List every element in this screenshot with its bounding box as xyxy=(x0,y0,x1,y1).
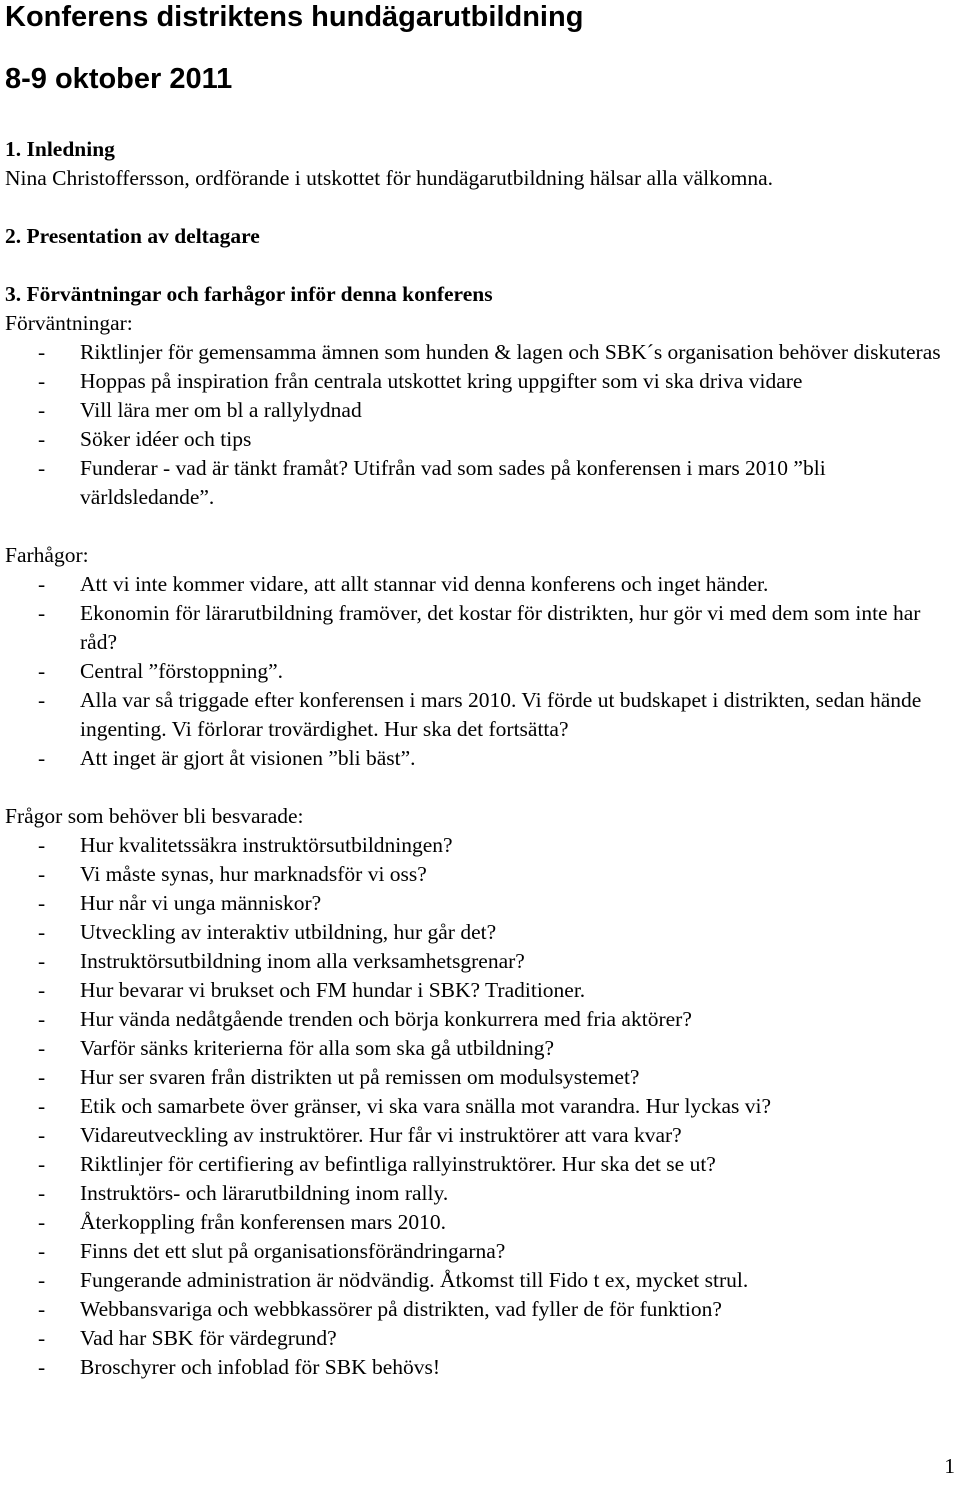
list-item: - Vill lära mer om bl a rallylydnad xyxy=(5,396,955,425)
list-item: - Ekonomin för lärarutbildning framöver, det kostar för distrikten, hur gör vi med dem som inte har råd? xyxy=(5,599,955,657)
list-item: - Vidareutveckling av instruktörer. Hur får vi instruktörer att vara kvar? xyxy=(5,1121,955,1150)
document-date: 8-9 oktober 2011 xyxy=(5,63,233,95)
list-item: - Hur kvalitetssäkra instruktörsutbildningen? xyxy=(5,831,955,860)
page-number: 1 xyxy=(944,1454,955,1478)
list-item: - Hur ser svaren från distrikten ut på remissen om modulsystemet? xyxy=(5,1063,955,1092)
list-item: - Alla var så triggade efter konferensen i mars 2010. Vi förde ut budskapet i distrikten, sedan hände ingenting. Vi förlorar trovärdighet. Hur ska det fortsätta? xyxy=(5,686,955,744)
list-item: - Riktlinjer för gemensamma ämnen som hunden & lagen och SBK´s organisation behöver diskuteras xyxy=(5,338,955,367)
document-body xyxy=(5,135,955,1382)
list-item: - Att inget är gjort åt visionen ”bli bäst”. xyxy=(5,744,955,773)
questions-label: Frågor som behöver bli besvarade: xyxy=(5,804,304,828)
expectations-label: Förväntningar: xyxy=(5,311,133,335)
document-title: Konferens distriktens hundägarutbildning xyxy=(5,1,584,33)
section-3-heading: 3. Förväntningar och farhågor inför denna konferens xyxy=(5,282,493,306)
list-item: - Riktlinjer för certifiering av befintliga rallyinstruktörer. Hur ska det se ut? xyxy=(5,1150,955,1179)
list-item: - Funderar - vad är tänkt framåt? Utifrån vad som sades på konferensen i mars 2010 ”bli världsledande”. xyxy=(5,454,955,512)
expectations-list xyxy=(5,338,955,512)
list-item: - Söker idéer och tips xyxy=(5,425,955,454)
questions-list xyxy=(5,831,955,1382)
list-item: - Utveckling av interaktiv utbildning, hur går det? xyxy=(5,918,955,947)
list-item: - Hur bevarar vi brukset och FM hundar i SBK? Traditioner. xyxy=(5,976,955,1005)
list-item: - Vi måste synas, hur marknadsför vi oss? xyxy=(5,860,955,889)
list-item: - Etik och samarbete över gränser, vi ska vara snälla mot varandra. Hur lyckas vi? xyxy=(5,1092,955,1121)
section-1-heading: 1. Inledning xyxy=(5,137,115,161)
list-item: - Att vi inte kommer vidare, att allt stannar vid denna konferens och inget händer. xyxy=(5,570,955,599)
list-item: - Återkoppling från konferensen mars 2010. xyxy=(5,1208,955,1237)
list-item: - Fungerande administration är nödvändig. Åtkomst till Fido t ex, mycket strul. xyxy=(5,1266,955,1295)
list-item: - Instruktörs- och lärarutbildning inom rally. xyxy=(5,1179,955,1208)
list-item: - Webbansvariga och webbkassörer på distrikten, vad fyller de för funktion? xyxy=(5,1295,955,1324)
list-item: - Hur når vi unga människor? xyxy=(5,889,955,918)
list-item: - Instruktörsutbildning inom alla verksamhetsgrenar? xyxy=(5,947,955,976)
list-item: - Hur vända nedåtgående trenden och börja konkurrera med fria aktörer? xyxy=(5,1005,955,1034)
concerns-label: Farhågor: xyxy=(5,543,89,567)
list-item: - Central ”förstoppning”. xyxy=(5,657,955,686)
concerns-list xyxy=(5,570,955,773)
list-item: - Broschyrer och infoblad för SBK behövs! xyxy=(5,1353,955,1382)
section-1-text: Nina Christoffersson, ordförande i utskottet för hundägarutbildning hälsar alla välkomna. xyxy=(5,166,774,190)
section-2-heading: 2. Presentation av deltagare xyxy=(5,224,260,248)
list-item: - Finns det ett slut på organisationsförändringarna? xyxy=(5,1237,955,1266)
list-item: - Hoppas på inspiration från centrala utskottet kring uppgifter som vi ska driva vidare xyxy=(5,367,955,396)
list-item: - Varför sänks kriterierna för alla som ska gå utbildning? xyxy=(5,1034,955,1063)
list-item: - Vad har SBK för värdegrund? xyxy=(5,1324,955,1353)
